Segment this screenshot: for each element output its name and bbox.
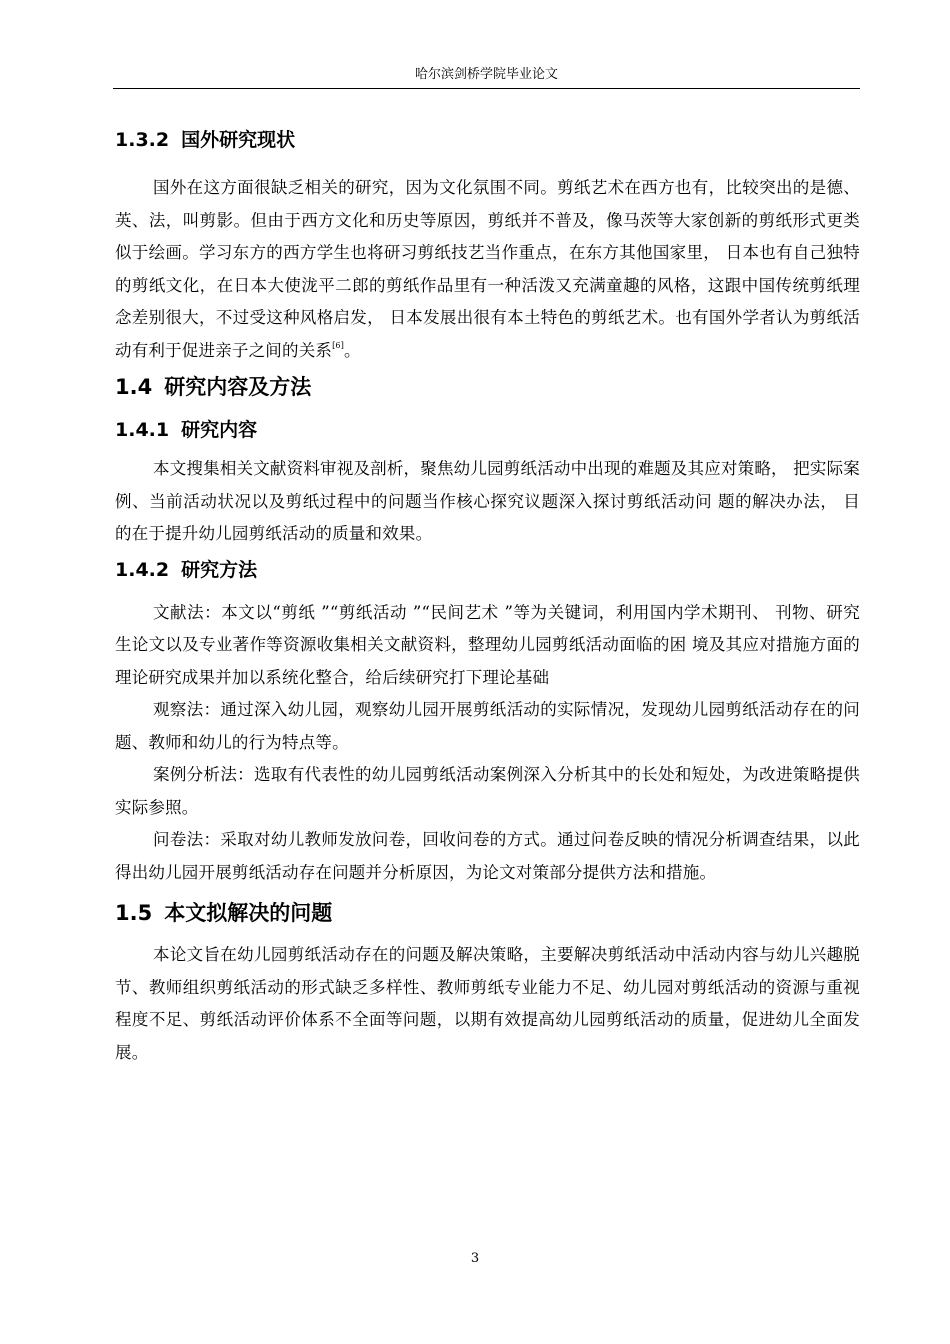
page-body	[115, 120, 860, 1069]
section-number: 1.4.1	[115, 419, 170, 441]
section-title: 本文拟解决的问题	[164, 901, 333, 925]
citation-marker: [6]	[332, 340, 345, 350]
page-number: 3	[470, 1251, 480, 1266]
section-number: 1.4.2	[115, 558, 170, 581]
paragraph-problems-to-solve: 本论文旨在幼儿园剪纸活动存在的问题及解决策略，主要解决剪纸活动中活动内容与幼儿兴趣脱节、教师组织剪纸活动的形式缺乏多样性、教师剪纸专业能力不足、幼儿园对剪纸活动的资源与重视程度不足、剪纸活动评价体系不全面等问题，以期有效提高幼儿园剪纸活动的质量，促进幼儿全面发展。	[115, 945, 860, 1062]
section-heading-1-5	[115, 897, 860, 929]
paragraph-text: 国外在这方面很缺乏相关的研究，因为文化氛围不同。剪纸艺术在西方也有，比较突出的是德、英、法，叫剪影。但由于西方文化和历史等原因，剪纸并不普及，像马茨等大家创新的剪纸形式更类似于绘画。学习东方的西方学生也将研习剪纸技艺当作重点，在东方其他国家里， 日本也有自己独特的剪纸文化，在日本大使泷平二郎的剪纸作品里有一种活泼又充满童趣的风格，这跟中国传统剪纸理念差别很大，不过受这种风格启发， 日本发展出很有本土特色的剪纸艺术。也有国外学者认为剪纸活动有利于促进亲子之间的关系	[115, 178, 860, 360]
section-heading-1-4-2	[115, 555, 860, 585]
section-title: 研究方法	[181, 558, 258, 581]
paragraph-case-analysis-method: 案例分析法：选取有代表性的幼儿园剪纸活动案例深入分析其中的长处和短处，为改进策略提供实际参照。	[115, 765, 860, 817]
paragraph-research-content: 本文搜集相关文献资料审视及剖析，聚焦幼儿园剪纸活动中出现的难题及其应对策略， 把实际案例、当前活动状况以及剪纸过程中的问题当作核心探究议题深入探讨剪纸活动问 题的解决办法， 目的在于提升幼儿园剪纸活动的质量和效果。	[115, 459, 860, 543]
section-title: 国外研究现状	[181, 129, 296, 151]
section-heading-1-4-1	[115, 415, 860, 445]
section-heading-1-4	[115, 371, 860, 403]
header-divider	[113, 88, 860, 89]
section-number: 1.4	[115, 375, 153, 399]
paragraph-questionnaire-method: 问卷法：采取对幼儿教师发放问卷，回收问卷的方式。通过问卷反映的情况分析调查结果，以此得出幼儿园开展剪纸活动存在问题并分析原因，为论文对策部分提供方法和措施。	[115, 830, 860, 882]
section-number: 1.5	[115, 901, 153, 925]
running-header: 哈尔滨剑桥学院毕业论文	[414, 67, 558, 82]
section-number: 1.3.2	[115, 129, 170, 151]
section-title: 研究内容	[181, 419, 258, 441]
paragraph-literature-method: 文献法：本文以“剪纸 ”“剪纸活动 ”“民间艺术 ”等为关键词，利用国内学术期刊、 刊物、研究生论文以及专业著作等资源收集相关文献资料，整理幼儿园剪纸活动面临的困 境及其应对措施方面的理论研究成果并加以系统化整合，给后续研究打下理论基础	[115, 602, 860, 687]
section-heading-1-3-2	[115, 125, 860, 155]
paragraph-foreign-research	[115, 172, 860, 367]
paragraph-end: 。	[344, 340, 361, 360]
section-title: 研究内容及方法	[164, 375, 312, 399]
paragraph-observation-method: 观察法：通过深入幼儿园，观察幼儿园开展剪纸活动的实际情况，发现幼儿园剪纸活动存在的问题、教师和幼儿的行为特点等。	[115, 700, 860, 752]
